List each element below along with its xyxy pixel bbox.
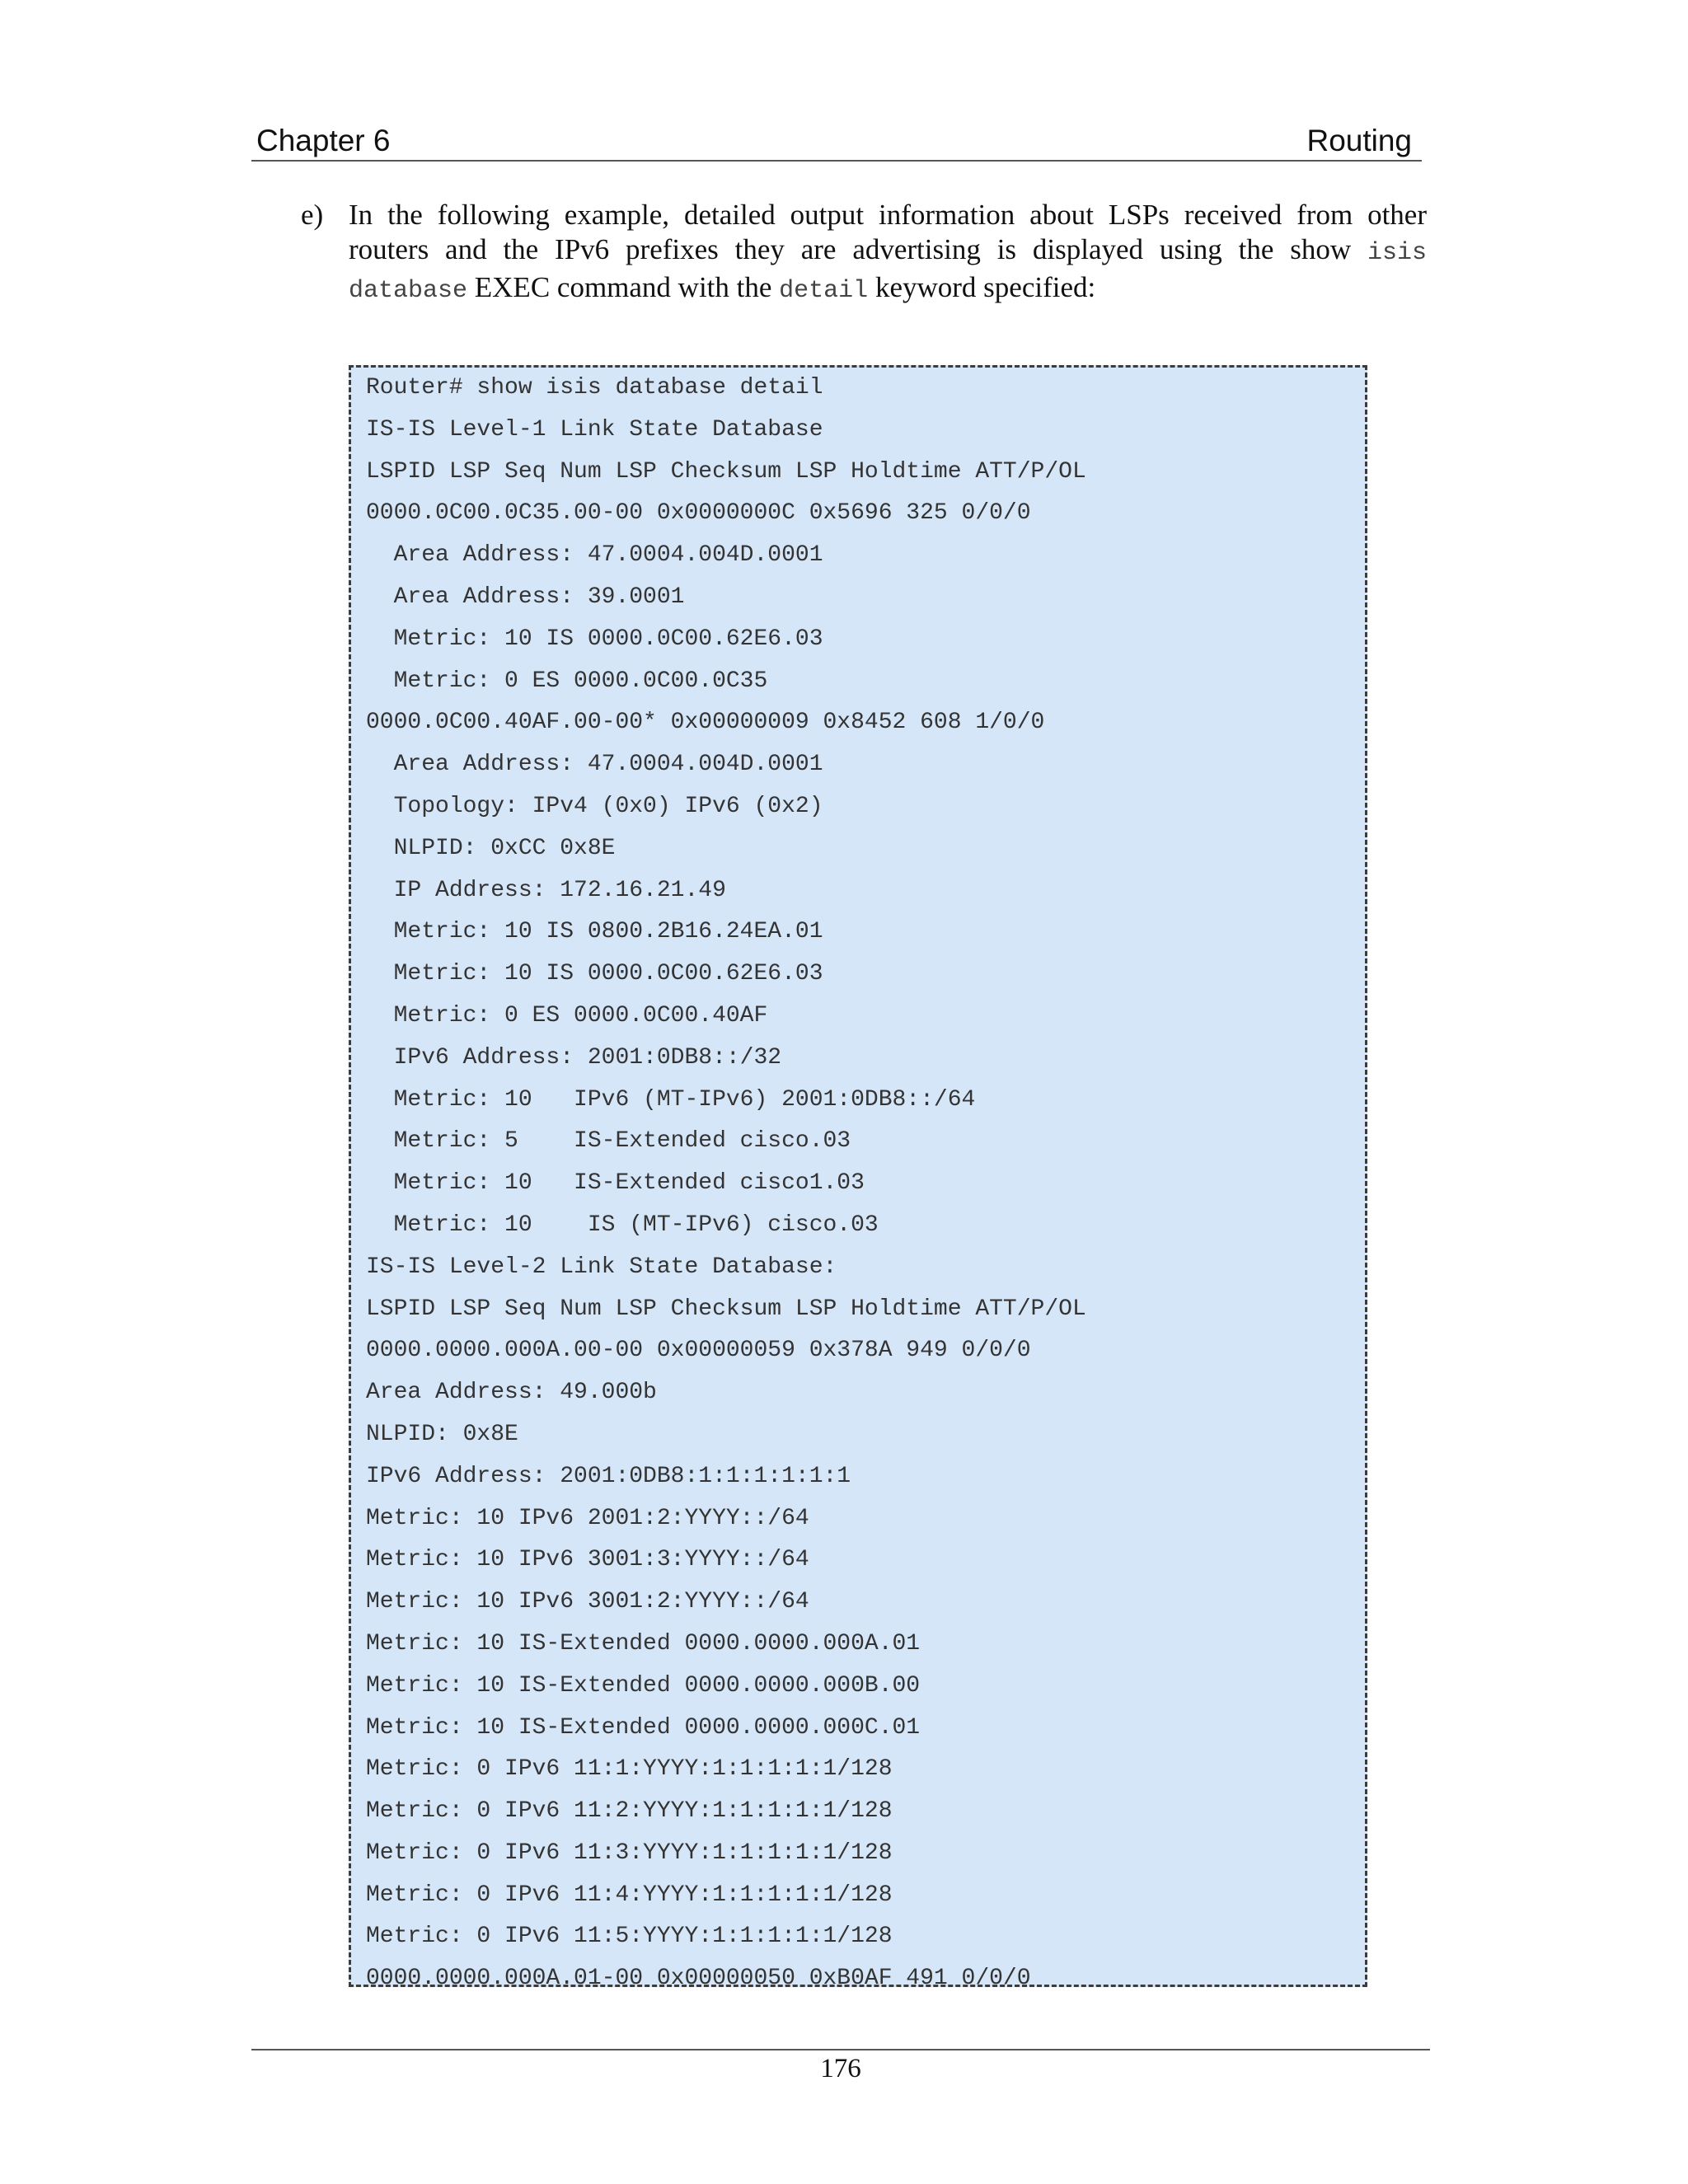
code-line: Metric: 10 IS 0800.2B16.24EA.01 xyxy=(366,919,823,945)
section-label: Routing xyxy=(1306,124,1412,157)
code-line: Metric: 0 IPv6 11:3:YYYY:1:1:1:1:1/128 xyxy=(366,1840,893,1866)
code-line: Router# show isis database detail xyxy=(366,375,823,401)
code-line: Metric: 5 IS-Extended cisco.03 xyxy=(366,1128,851,1155)
paragraph-text-part-3: keyword specified: xyxy=(868,271,1096,303)
code-line: NLPID: 0xCC 0x8E xyxy=(366,835,616,861)
code-line: Metric: 10 IS (MT-IPv6) cisco.03 xyxy=(366,1212,879,1238)
code-line: Area Address: 47.0004.004D.0001 xyxy=(366,542,823,569)
code-line: IPv6 Address: 2001:0DB8:1:1:1:1:1:1 xyxy=(366,1463,851,1489)
code-line: Metric: 10 IPv6 2001:2:YYYY::/64 xyxy=(366,1505,809,1531)
code-line: Metric: 10 IS-Extended cisco1.03 xyxy=(366,1170,865,1197)
chapter-label: Chapter 6 xyxy=(256,124,391,157)
inline-code-detail: detail xyxy=(779,277,869,305)
code-line: Area Address: 49.000b xyxy=(366,1380,657,1406)
code-line: Area Address: 47.0004.004D.0001 xyxy=(366,752,823,778)
code-line: Metric: 10 IS 0000.0C00.62E6.03 xyxy=(366,961,823,987)
code-example-box xyxy=(349,365,1367,1987)
code-line: Metric: 0 IPv6 11:4:YYYY:1:1:1:1:1/128 xyxy=(366,1882,893,1908)
code-line: Metric: 10 IPv6 (MT-IPv6) 2001:0DB8::/64 xyxy=(366,1086,976,1113)
code-line: Metric: 0 ES 0000.0C00.40AF xyxy=(366,1002,768,1029)
code-line: Metric: 0 IPv6 11:2:YYYY:1:1:1:1:1/128 xyxy=(366,1798,893,1825)
code-line: NLPID: 0x8E xyxy=(366,1421,518,1447)
code-line: Metric: 10 IS-Extended 0000.0000.000A.01 xyxy=(366,1630,921,1657)
code-line: Topology: IPv4 (0x0) IPv6 (0x2) xyxy=(366,793,823,819)
list-marker: e) xyxy=(301,199,324,231)
code-line: IS-IS Level-2 Link State Database: xyxy=(366,1254,837,1280)
code-line: Metric: 10 IPv6 3001:2:YYYY::/64 xyxy=(366,1589,809,1615)
code-line: 0000.0C00.40AF.00-00* 0x00000009 0x8452 608 1/0/0 xyxy=(366,710,1045,736)
code-line: IP Address: 172.16.21.49 xyxy=(366,877,726,903)
code-line: Metric: 0 ES 0000.0C00.0C35 xyxy=(366,668,768,694)
page-header xyxy=(251,124,1422,162)
step-paragraph xyxy=(301,198,1430,308)
code-line: LSPID LSP Seq Num LSP Checksum LSP Holdtime ATT/P/OL xyxy=(366,1296,1086,1322)
code-line: Area Address: 39.0001 xyxy=(366,583,685,610)
paragraph-text-part-2: EXEC command with the xyxy=(467,271,780,303)
code-line: IS-IS Level-1 Link State Database xyxy=(366,416,823,443)
code-line: IPv6 Address: 2001:0DB8::/32 xyxy=(366,1044,782,1071)
code-line: Metric: 10 IS-Extended 0000.0000.000B.00 xyxy=(366,1672,921,1699)
paragraph-text xyxy=(349,198,1427,308)
code-line: Metric: 10 IPv6 3001:3:YYYY::/64 xyxy=(366,1547,809,1573)
inline-code-isis-database: isis database xyxy=(349,239,1427,305)
code-line: 0000.0C00.0C35.00-00 0x0000000C 0x5696 325 0/0/0 xyxy=(366,500,1031,527)
page-number: 176 xyxy=(820,2054,861,2083)
code-line: LSPID LSP Seq Num LSP Checksum LSP Holdtime ATT/P/OL xyxy=(366,458,1086,485)
code-line: Metric: 10 IS-Extended 0000.0000.000C.01 xyxy=(366,1714,921,1741)
paragraph-text-part-1: In the following example, detailed output information about LSPs received from other routers and the IPv6 prefixes they are advertising is displayed using the show xyxy=(349,199,1427,265)
code-line: Metric: 10 IS 0000.0C00.62E6.03 xyxy=(366,626,823,652)
footer-rule xyxy=(251,2049,1430,2050)
code-line: Metric: 0 IPv6 11:1:YYYY:1:1:1:1:1/128 xyxy=(366,1756,893,1783)
code-line: 0000.0000.000A.01-00 0x00000050 0xB0AF 491 0/0/0 xyxy=(366,1966,1031,1987)
code-line: 0000.0000.000A.00-00 0x00000059 0x378A 949 0/0/0 xyxy=(366,1338,1031,1364)
code-line: Metric: 0 IPv6 11:5:YYYY:1:1:1:1:1/128 xyxy=(366,1924,893,1950)
